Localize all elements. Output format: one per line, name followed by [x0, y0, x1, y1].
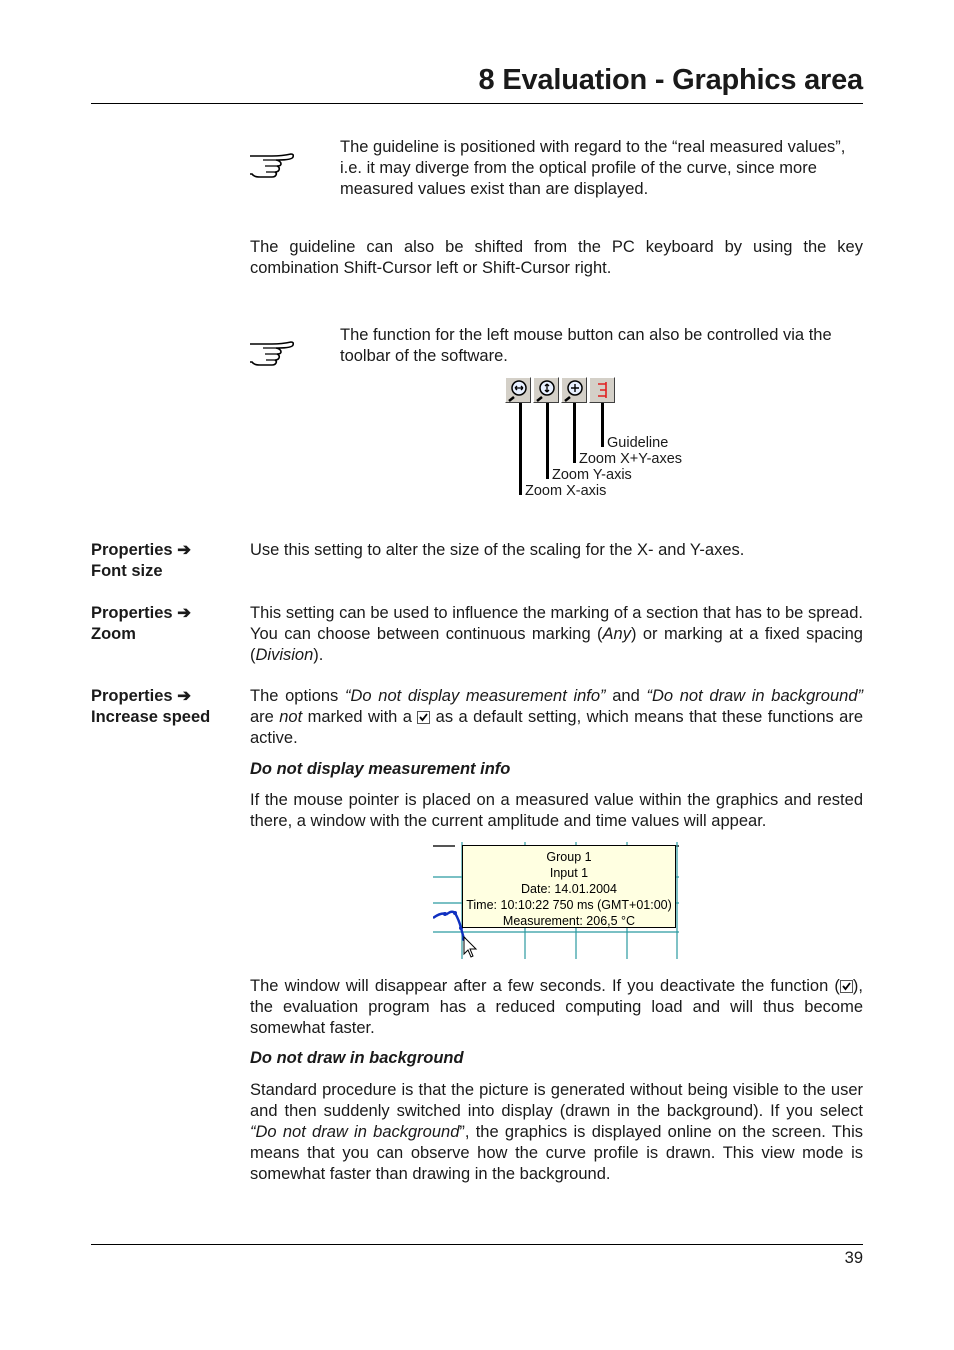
- footer-rule: [91, 1244, 863, 1245]
- zoom-xy-icon[interactable]: [561, 377, 587, 403]
- zoom-xy-callout: Zoom X+Y-axes: [579, 451, 683, 467]
- checkbox-checked-icon: [417, 711, 430, 724]
- page-number: 39: [844, 1249, 863, 1267]
- header-rule: [91, 103, 863, 104]
- speed-label: Properties ➔ Increase speed: [91, 687, 211, 726]
- disappear-paragraph: The window will disappear after a few seconds. If you deactivate the function ( ), the evaluation program has a reduced computing load and will thus become somewhat faster.: [250, 977, 863, 1037]
- zoom-x-callout: Zoom X-axis: [525, 483, 607, 499]
- zoom-x-icon[interactable]: [505, 377, 531, 403]
- pointing-hand-icon: [248, 338, 294, 366]
- info-paragraph: If the mouse pointer is placed on a measured value within the graphics and rested there, a window with the current amplitude and time values will appear.: [250, 791, 863, 830]
- guideline-leader: [601, 403, 604, 447]
- zoom-y-leader: [546, 403, 549, 479]
- background-heading: Do not draw in background: [250, 1049, 464, 1067]
- background-paragraph: Standard procedure is that the picture is generated without being visible to the user and then suddenly switched into display (drawn in the background). If you select “Do not draw in background”, the graphics is displayed online on the screen. This means that you can observe how the curve profile is drawn. This view mode is somewhat faster than drawing in the background.: [250, 1081, 863, 1183]
- zoom-paragraph: This setting can be used to influence the marking of a section that has to be spread. You can choose between continuous marking (Any) or marking at a fixed spacing (Division).: [250, 604, 863, 664]
- mouse-toolbar-note: The function for the left mouse button can also be controlled via the toolbar of the software.: [340, 326, 832, 365]
- font-size-paragraph: Use this setting to alter the size of the scaling for the X- and Y-axes.: [250, 541, 745, 559]
- font-size-label: Properties ➔ Font size: [91, 541, 192, 580]
- guideline-icon[interactable]: [589, 377, 615, 403]
- zoom-label: Properties ➔ Zoom: [91, 604, 192, 643]
- speed-paragraph: The options “Do not display measurement info” and “Do not draw in background” are not marked with a as a default setting, which means that these functions are active.: [250, 687, 864, 747]
- measurement-tooltip: Group 1 Input 1 Date: 14.01.2004 Time: 10:10:22 750 ms (GMT+01:00) Measurement: 206,5 °C: [462, 845, 676, 928]
- zoom-y-icon[interactable]: [533, 377, 559, 403]
- checkbox-checked-icon: [840, 980, 853, 993]
- page-title: 8 Evaluation - Graphics area: [478, 64, 863, 96]
- tooltip-screenshot: [433, 842, 679, 959]
- keyboard-paragraph: The guideline can also be shifted from the PC keyboard by using the key combination Shift-Cursor left or Shift-Cursor right.: [250, 238, 863, 277]
- guideline-callout: Guideline: [607, 435, 669, 451]
- pointing-hand-icon: [248, 150, 294, 178]
- info-heading: Do not display measurement info: [250, 760, 511, 778]
- toolbar-figure: [505, 377, 683, 499]
- zoom-x-leader: [519, 403, 522, 495]
- zoom-y-callout: Zoom Y-axis: [552, 467, 632, 483]
- zoom-xy-leader: [573, 403, 576, 463]
- guideline-note: The guideline is positioned with regard to the “real measured values”, i.e. it may diverge from the optical profile of the curve, since more measured values exist than are displayed.: [340, 138, 846, 198]
